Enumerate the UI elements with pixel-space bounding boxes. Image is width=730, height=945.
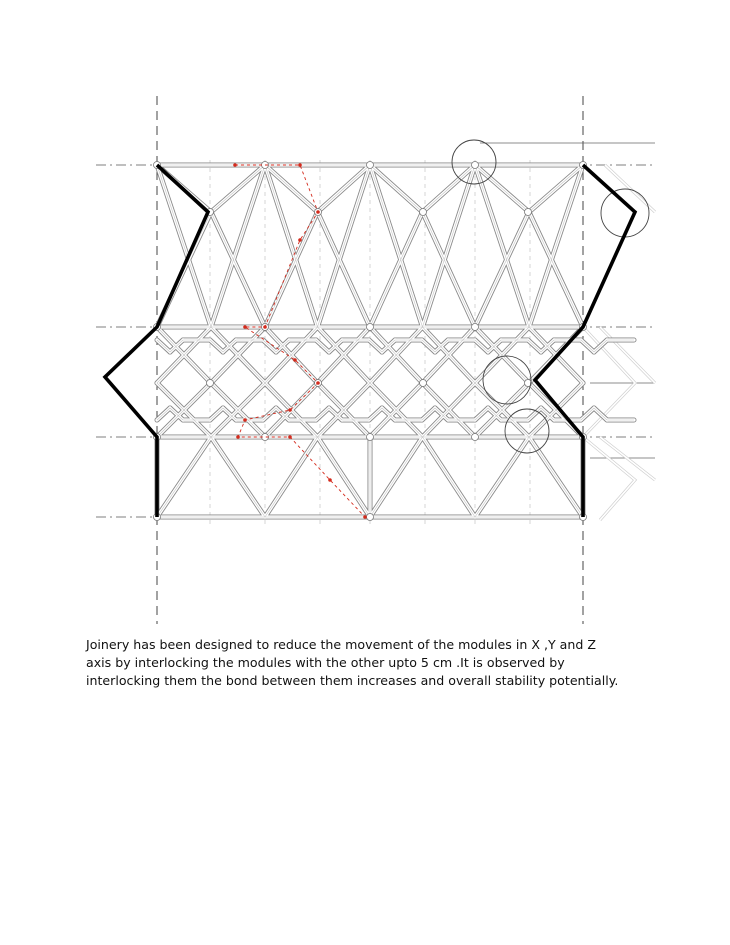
module-edge-centerline xyxy=(369,340,382,352)
module-edge-centerline xyxy=(316,340,329,352)
joint-path-marker xyxy=(293,358,297,362)
module-edge-centerline xyxy=(211,437,265,517)
joint-path-marker xyxy=(328,478,332,482)
module-edge-centerline xyxy=(423,437,476,517)
module-edge-centerline xyxy=(581,340,594,352)
joint-path-marker xyxy=(288,435,292,439)
joint-node xyxy=(472,162,479,169)
module-edge-centerline xyxy=(422,408,435,420)
joint-path-marker xyxy=(233,163,237,167)
module-edge-centerline xyxy=(157,437,211,517)
module-edge-centerline xyxy=(369,408,382,420)
joint-path-marker xyxy=(288,408,292,412)
module-edge-centerline xyxy=(210,340,223,352)
caption-line: interlocking them the bond between them increases and overall stability potentially. xyxy=(86,673,619,688)
module-edge-centerline xyxy=(529,437,583,517)
joint-path-marker xyxy=(316,381,320,385)
joint-node xyxy=(472,434,479,441)
joint-path-marker xyxy=(236,435,240,439)
joint-node xyxy=(525,209,532,216)
module-edge-centerline xyxy=(316,408,329,420)
detail-circle xyxy=(505,409,549,453)
module-edge-centerline xyxy=(265,437,318,517)
joint-path-marker xyxy=(298,163,302,167)
joint-node xyxy=(367,514,374,521)
joint-path-marker xyxy=(263,325,267,329)
joint-path-marker xyxy=(316,210,320,214)
module-edge-centerline xyxy=(370,437,423,517)
module-lattice xyxy=(154,162,635,521)
module-edge-centerline xyxy=(157,408,170,420)
joint-node xyxy=(367,434,374,441)
caption-paragraph xyxy=(86,636,646,690)
module-edge-centerline xyxy=(318,437,371,517)
module-edge-centerline xyxy=(475,437,529,517)
joint-node xyxy=(420,380,427,387)
caption-line: axis by interlocking the modules with the other upto 5 cm .It is observed by xyxy=(86,655,565,670)
joint-node xyxy=(367,162,374,169)
module-edge-centerline xyxy=(475,408,488,420)
joint-node xyxy=(367,324,374,331)
joint-path-marker xyxy=(243,418,247,422)
joint-node xyxy=(207,380,214,387)
joint-node xyxy=(420,209,427,216)
ghost-module-edge xyxy=(583,437,635,520)
joint-node xyxy=(472,324,479,331)
module-edge-centerline xyxy=(210,408,223,420)
caption-line: Joinery has been designed to reduce the movement of the modules in X ,Y and Z xyxy=(86,637,596,652)
joint-path-marker xyxy=(363,515,367,519)
joint-path-marker xyxy=(243,325,247,329)
joint-path-marker xyxy=(298,238,302,242)
